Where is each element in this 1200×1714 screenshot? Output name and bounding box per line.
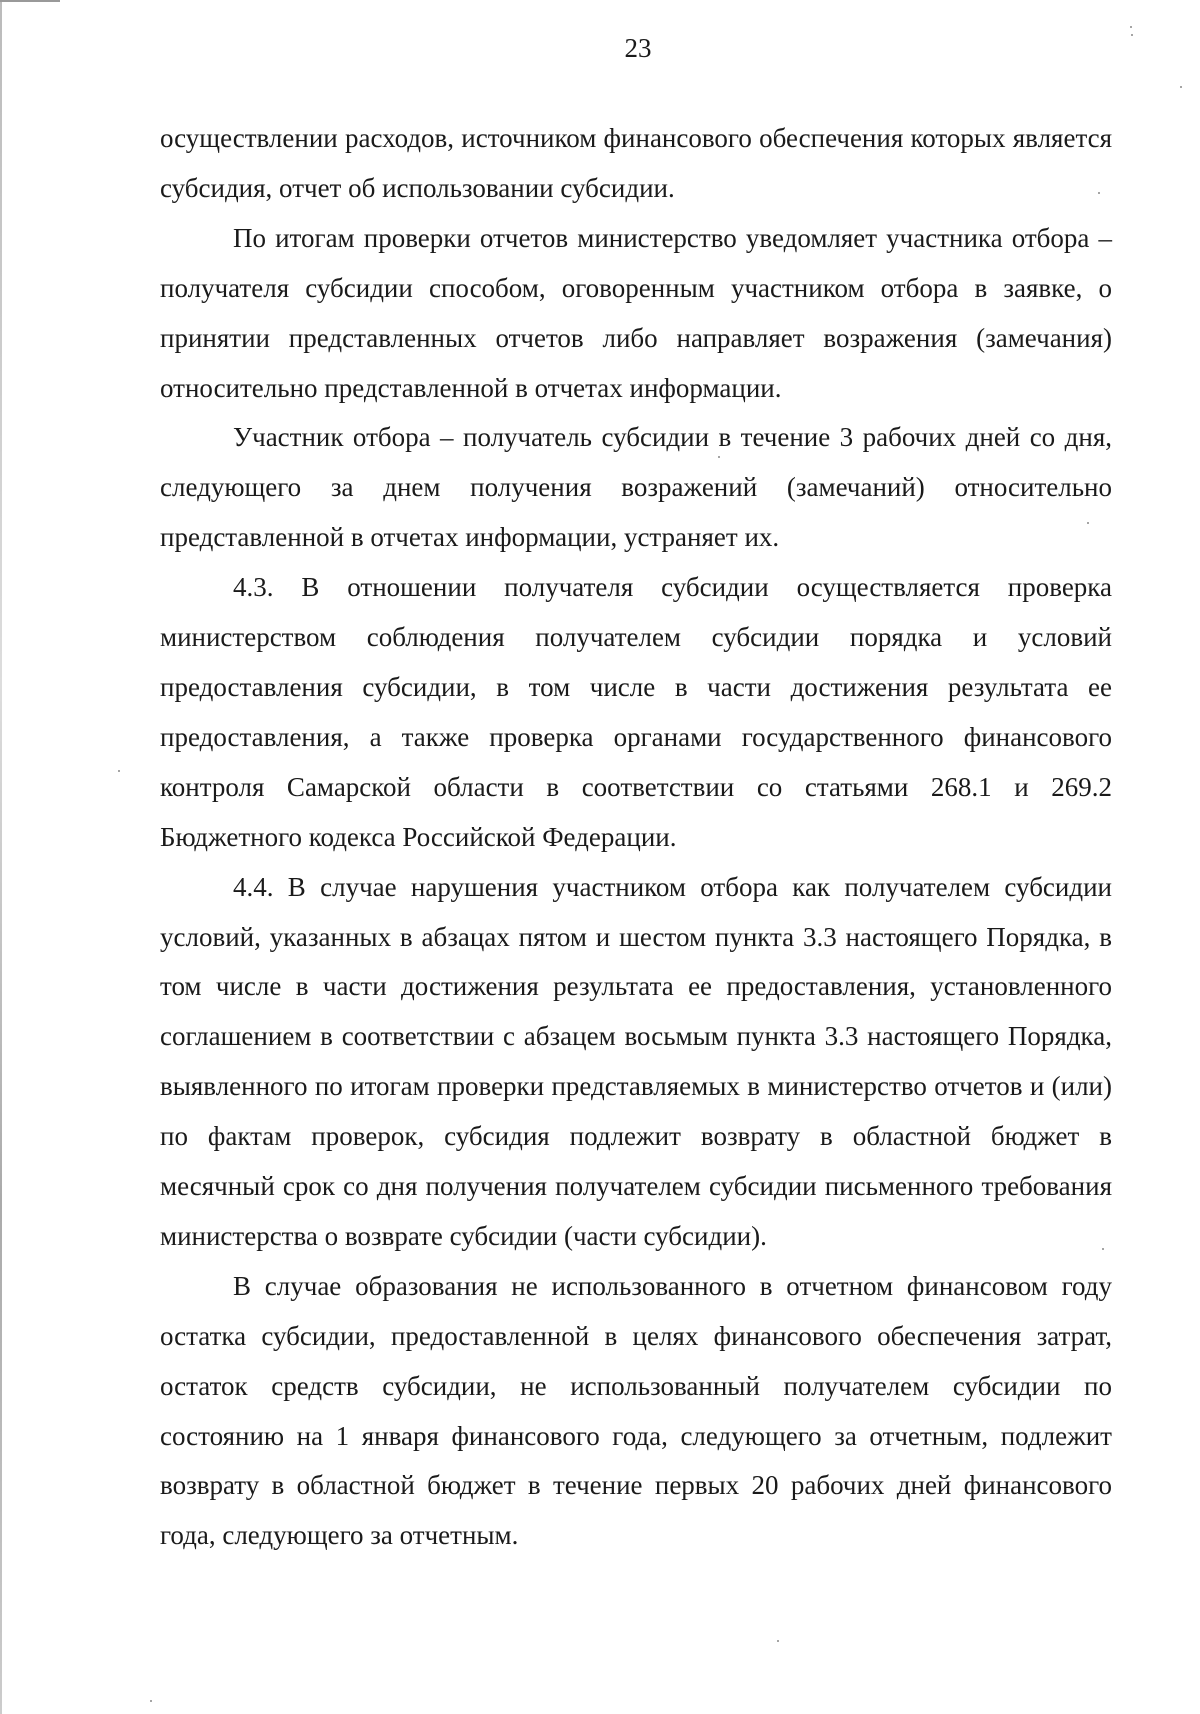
- scan-speck: [777, 1640, 779, 1642]
- scan-speck: [150, 1700, 152, 1702]
- scan-speck: [1180, 86, 1182, 88]
- paragraph: В случае образования не использованного в отчетном финансовом году остатка субсидии, предоставленной в целях финансового обеспечения затрат, остаток средств субсидии, не использованный получателем субсидии по состоянию на 1 января финансового года, следующего за отчетным, подлежит возврату в областной бюджет в течение первых 20 рабочих дней финансового года, следующего за отчетным.: [160, 1270, 1112, 1551]
- scan-edge: [0, 0, 2, 1714]
- paragraph: Участник отбора – получатель субсидии в течение 3 рабочих дней со дня, следующего за днем получения возражений (замечаний) относительно представленной в отчетах информации, устраняет их.: [160, 422, 1112, 553]
- paragraph: По итогам проверки отчетов министерство уведомляет участника отбора – получателя субсидии способом, оговоренным участником отбора в заявке, о принятии представленных отчетов либо направляет возражения (замечания) относительно представленной в отчетах информации.: [160, 222, 1112, 403]
- document-body: [160, 114, 1112, 1561]
- paragraph: 4.3. В отношении получателя субсидии осуществляется проверка министерством соблюдения получателем субсидии порядка и условий предоставления субсидии, в том числе в части достижения результата ее предоставления, а также проверка органами государственного финансового контроля Самарской области в соответствии со статьями 268.1 и 269.2 Бюджетного кодекса Российской Федерации.: [160, 572, 1112, 852]
- paragraph: осуществлении расходов, источником финансового обеспечения которых является субсидия, отчет об использовании субсидии.: [160, 123, 1112, 203]
- scan-speck: [118, 770, 120, 772]
- page-number: 23: [624, 33, 652, 63]
- scan-speck: [1130, 26, 1132, 28]
- scan-edge: [0, 0, 60, 2]
- paragraph: 4.4. В случае нарушения участником отбора как получателем субсидии условий, указанных в абзацах пятом и шестом пункта 3.3 настоящего Порядка, в том числе в части достижения результата ее предоставления, установленного соглашением в соответствии с абзацем восьмым пункта 3.3 настоящего Порядка, выявленного по итогам проверки представляемых в министерство отчетов и (или) по фактам проверок, субсидия подлежит возврату в областной бюджет в месячный срок со дня получения получателем субсидии письменного требования министерства о возврате субсидии (части субсидии).: [160, 871, 1112, 1251]
